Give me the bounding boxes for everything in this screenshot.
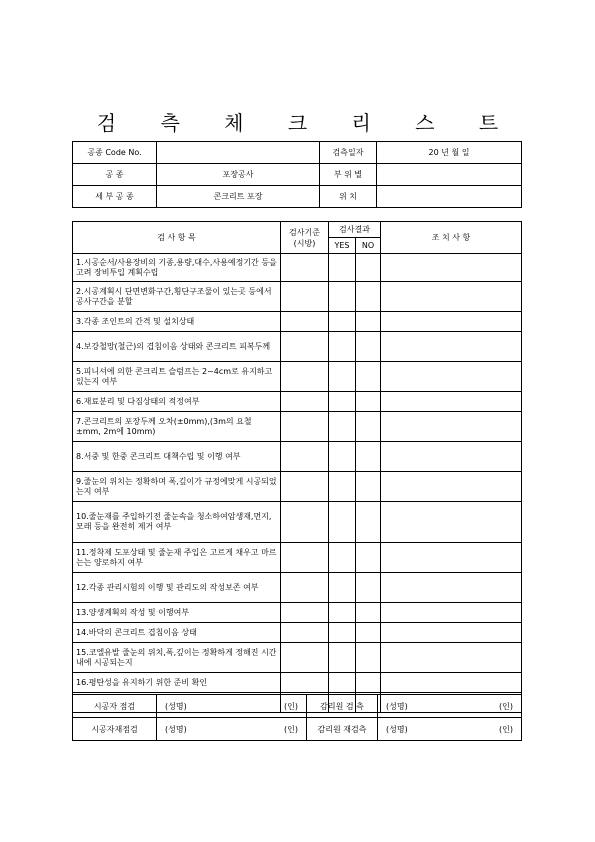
action-cell[interactable]: [381, 312, 522, 332]
contractor-check-signature[interactable]: [157, 695, 307, 718]
table-row: [73, 573, 522, 603]
standard-cell[interactable]: [281, 442, 329, 472]
name-placeholder: (성명): [386, 701, 408, 711]
supervisor-inspect-signature[interactable]: [378, 695, 522, 718]
col-no-header: NO: [356, 238, 381, 254]
yes-cell[interactable]: [329, 282, 356, 312]
table-row: [73, 412, 522, 442]
check-item: 9.줄눈의 위치는 정확하며 폭,깊이가 규정에맞게 시공되었는지 여부: [73, 472, 281, 502]
action-cell[interactable]: [381, 472, 522, 502]
standard-cell[interactable]: [281, 254, 329, 282]
action-cell[interactable]: [381, 282, 522, 312]
action-cell[interactable]: [381, 392, 522, 412]
supervisor-inspect-label: 감리원 검 측: [307, 695, 378, 718]
standard-cell[interactable]: [281, 502, 329, 543]
standard-cell[interactable]: [281, 332, 329, 362]
standard-cell[interactable]: [281, 573, 329, 603]
check-item: 4.보강철망(철근)의 겹침이음 상태와 콘크리트 피복두께: [73, 332, 281, 362]
seal-placeholder: (인): [284, 724, 298, 734]
standard-cell[interactable]: [281, 673, 329, 693]
table-row: [73, 472, 522, 502]
table-row: [73, 392, 522, 412]
action-cell[interactable]: [381, 332, 522, 362]
check-item: 15.코엘유발 줄눈의 위치,폭,깊이는 정확하게 정해진 시간내에 시공되는지: [73, 643, 281, 673]
table-row: [73, 643, 522, 673]
yes-cell[interactable]: [329, 332, 356, 362]
no-cell[interactable]: [356, 623, 381, 643]
table-row: [73, 362, 522, 392]
table-row: [73, 254, 522, 282]
checklist-table: [72, 221, 522, 713]
action-cell[interactable]: [381, 603, 522, 623]
table-row: [73, 603, 522, 623]
seal-placeholder: (인): [499, 724, 513, 734]
action-cell[interactable]: [381, 362, 522, 392]
check-item: 1.시공순서/사용장비의 기종,용량,대수,사용예정기간 등을 고려 장비투입 계획수립: [73, 254, 281, 282]
check-item: 14.바닥의 콘크리트 겹침이음 상태: [73, 623, 281, 643]
no-cell[interactable]: [356, 412, 381, 442]
page-title: 검 측 체 크 리 스 트: [96, 111, 518, 135]
check-item: 13.양생계획의 작성 및 이행여부: [73, 603, 281, 623]
standard-cell[interactable]: [281, 623, 329, 643]
table-row: [73, 543, 522, 573]
table-row: [73, 623, 522, 643]
yes-cell[interactable]: [329, 543, 356, 573]
col-standard-line2: (시방): [293, 238, 316, 248]
yes-cell[interactable]: [329, 603, 356, 623]
name-placeholder: (성명): [165, 724, 187, 734]
yes-cell[interactable]: [329, 312, 356, 332]
contractor-recheck-signature[interactable]: [157, 718, 307, 741]
table-row: [73, 332, 522, 362]
supervisor-reinspect-signature[interactable]: [378, 718, 522, 741]
standard-cell[interactable]: [281, 603, 329, 623]
action-cell[interactable]: [381, 412, 522, 442]
standard-cell[interactable]: [281, 392, 329, 412]
check-item: 10.줄눈재를 주입하기전 줄눈속을 청소하여암생재,먼지,모래 등을 완전히 제거 여부: [73, 502, 281, 543]
col-yes-header: YES: [329, 238, 356, 254]
contractor-check-label: 시공자 점검: [73, 695, 157, 718]
standard-cell[interactable]: [281, 362, 329, 392]
no-cell[interactable]: [356, 673, 381, 693]
yes-cell[interactable]: [329, 573, 356, 603]
name-placeholder: (성명): [386, 724, 408, 734]
check-item: 11.정착제 도포상태 및 줄눈재 주입은 고르게 채우고 마르는는 양로하지 여부: [73, 543, 281, 573]
table-row: [73, 442, 522, 472]
no-cell[interactable]: [356, 573, 381, 603]
location-label: 위 치: [320, 186, 377, 208]
seal-placeholder: (인): [284, 701, 298, 711]
action-cell[interactable]: [381, 502, 522, 543]
check-item: 3.각종 조인트의 간격 및 설치상태: [73, 312, 281, 332]
action-cell[interactable]: [381, 254, 522, 282]
contractor-recheck-label: 시공자재점검: [73, 718, 157, 741]
table-row: [73, 502, 522, 543]
no-cell[interactable]: [356, 442, 381, 472]
header-table: [72, 141, 522, 208]
action-cell[interactable]: [381, 673, 522, 693]
supervisor-reinspect-label: 감리원 재검측: [307, 718, 378, 741]
col-standard-line1: 검사기준: [289, 227, 320, 237]
standard-cell[interactable]: [281, 312, 329, 332]
yes-cell[interactable]: [329, 472, 356, 502]
action-cell[interactable]: [381, 543, 522, 573]
no-cell[interactable]: [356, 472, 381, 502]
code-field[interactable]: [157, 142, 320, 164]
action-cell[interactable]: [381, 573, 522, 603]
yes-cell[interactable]: [329, 643, 356, 673]
check-item: 2.시공계획시 단면변화구간,횡단구조물이 있는곳 등에서 공사구간을 분할: [73, 282, 281, 312]
col-action-header: 조 치 사 항: [381, 222, 522, 254]
table-row: [73, 673, 522, 693]
table-row: [73, 282, 522, 312]
detail-label: 세 부 공 종: [73, 186, 157, 208]
no-cell[interactable]: [356, 502, 381, 543]
yes-cell[interactable]: [329, 623, 356, 643]
check-item: 5.피니셔에 의한 콘크리트 슬럼프는 2~4cm로 유지하고 있는지 여부: [73, 362, 281, 392]
action-cell[interactable]: [381, 623, 522, 643]
seal-placeholder: (인): [499, 701, 513, 711]
check-item: 16.평탄성을 유지하기 위한 준비 확인: [73, 673, 281, 693]
col-standard-header: [281, 222, 329, 254]
check-item: 12.각종 관리시험의 이행 및 관리도의 작성보존 여부: [73, 573, 281, 603]
no-cell[interactable]: [356, 392, 381, 412]
no-cell[interactable]: [356, 254, 381, 282]
yes-cell[interactable]: [329, 502, 356, 543]
no-cell[interactable]: [356, 603, 381, 623]
no-cell[interactable]: [356, 362, 381, 392]
yes-cell[interactable]: [329, 392, 356, 412]
date-label: 검측일자: [320, 142, 377, 164]
action-cell[interactable]: [381, 643, 522, 673]
no-cell[interactable]: [356, 643, 381, 673]
check-item: 8.서중 및 한중 콘크리트 대책수립 및 이행 여부: [73, 442, 281, 472]
standard-cell[interactable]: [281, 643, 329, 673]
work-field[interactable]: 포장공사: [157, 164, 320, 186]
detail-field[interactable]: 콘크리트 포장: [157, 186, 320, 208]
no-cell[interactable]: [356, 332, 381, 362]
part-field[interactable]: [377, 164, 522, 186]
table-row: [73, 312, 522, 332]
check-item: 6.재료분리 및 다짐상태의 적정여부: [73, 392, 281, 412]
col-items-header: 검 사 항 목: [73, 222, 281, 254]
signature-table: [72, 694, 522, 741]
check-item: 7.콘크리트의 포장두께 오차(±0mm),(3m의 요철 ±mm, 2m에 10mm): [73, 412, 281, 442]
no-cell[interactable]: [356, 312, 381, 332]
yes-cell[interactable]: [329, 442, 356, 472]
col-result-header: 검사결과: [329, 222, 381, 238]
date-field[interactable]: 20 년 월 일: [377, 142, 522, 164]
location-field[interactable]: [377, 186, 522, 208]
action-cell[interactable]: [381, 442, 522, 472]
standard-cell[interactable]: [281, 282, 329, 312]
name-placeholder: (성명): [165, 701, 187, 711]
yes-cell[interactable]: [329, 362, 356, 392]
part-label: 부 위 별: [320, 164, 377, 186]
standard-cell[interactable]: [281, 412, 329, 442]
yes-cell[interactable]: [329, 254, 356, 282]
no-cell[interactable]: [356, 543, 381, 573]
standard-cell[interactable]: [281, 472, 329, 502]
yes-cell[interactable]: [329, 673, 356, 693]
standard-cell[interactable]: [281, 543, 329, 573]
work-label: 공 종: [73, 164, 157, 186]
no-cell[interactable]: [356, 282, 381, 312]
yes-cell[interactable]: [329, 412, 356, 442]
code-label: 공종 Code No.: [73, 142, 157, 164]
